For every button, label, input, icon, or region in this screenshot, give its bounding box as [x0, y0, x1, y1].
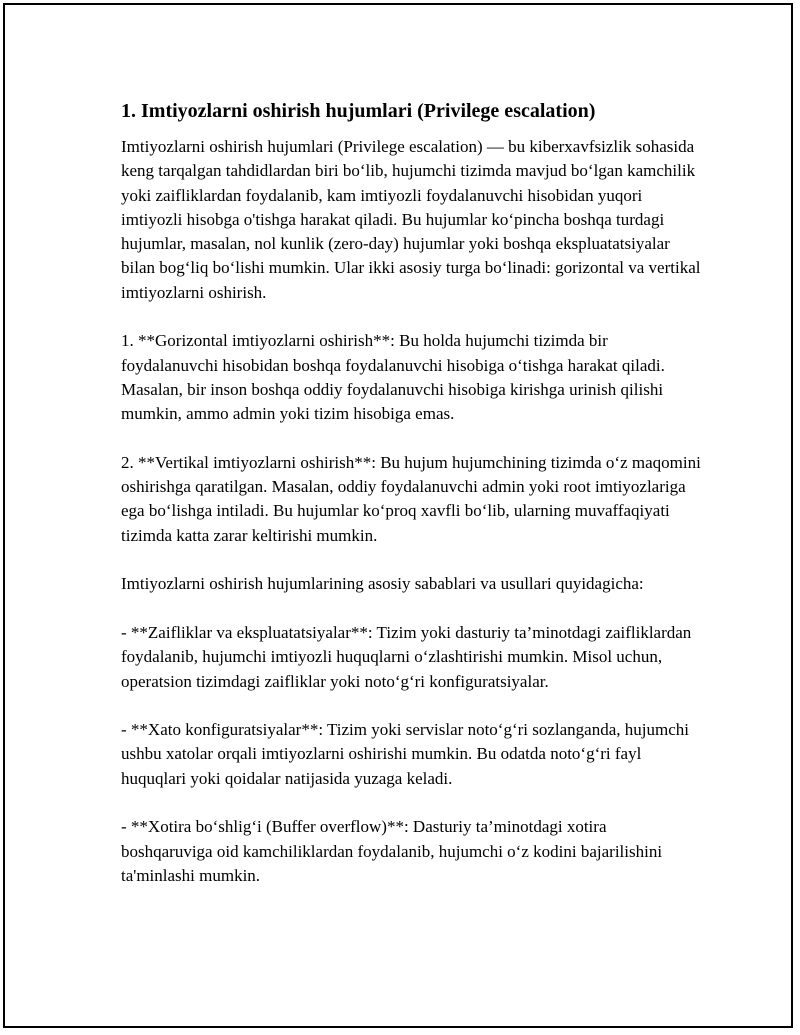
intro-paragraph: Imtiyozlarni oshirish hujumlari (Privilege escalation) — bu kiberxavfsizlik sohasida keng tarqalgan tahdidlardan biri bo‘lib, hujumchi tizimda mavjud bo‘lgan kamchilik yoki zaifliklardan foydalanib, kam imtiyozli foydalanuvchi hisobidan yuqori imtiyozli hisobga o'tishga harakat qiladi. Bu hujumlar ko‘pincha boshqa turdagi hujumlar, masalan, nol kunlik (zero-day) hujumlar yoki boshqa ekspluatatsiyalar bilan bog‘liq bo‘lishi mumkin. Ular ikki asosiy turga bo‘linadi: gorizontal va vertikal imtiyozlarni oshirish.: [121, 137, 701, 302]
document-page: [3, 3, 793, 1028]
section-heading: 1. Imtiyozlarni oshirish hujumlari (Privilege escalation): [121, 100, 596, 122]
misconfiguration-paragraph: - **Xato konfiguratsiyalar**: Tizim yoki servislar noto‘g‘ri sozlanganda, hujumchi ushbu xatolar orqali imtiyozlarni oshirishi mumkin. Bu odatda noto‘g‘ri fayl huquqlari yoki qoidalar natijasida yuzaga keladi.: [121, 720, 689, 788]
document-body: [121, 98, 701, 888]
vertical-escalation-paragraph: 2. **Vertikal imtiyozlarni oshirish**: Bu hujum hujumchining tizimda o‘z maqomini oshirishga qaratilgan. Masalan, oddiy foydalanuvchi admin yoki root imtiyozlariga ega bo‘lishga intiladi. Bu hujumlar ko‘proq xavfli bo‘lib, ularning muvaffaqiyati tizimda katta zarar keltirishi mumkin.: [121, 452, 701, 545]
horizontal-escalation-paragraph: 1. **Gorizontal imtiyozlarni oshirish**: Bu holda hujumchi tizimda bir foydalanuvchi hisobidan boshqa foydalanuvchi hisobiga o‘tishga harakat qiladi. Masalan, bir inson boshqa oddiy foydalanuvchi hisobiga kirishga urinish qilishi mumkin, ammo admin yoki tizim hisobiga emas.: [121, 331, 665, 424]
vulnerabilities-paragraph: - **Zaifliklar va ekspluatatsiyalar**: Tizim yoki dasturiy ta’minotdagi zaifliklardan foydalanib, hujumchi imtiyozli huquqlarni o‘zlashtirishi mumkin. Misol uchun, operatsion tizimdagi zaifliklar yoki noto‘g‘ri konfiguratsiyalar.: [121, 622, 692, 691]
buffer-overflow-paragraph: - **Xotira bo‘shlig‘i (Buffer overflow)**: Dasturiy ta’minotdagi xotira boshqaruviga oid kamchiliklardan foydalanib, hujumchi o‘z kodini bajarilishini ta'minlashi mumkin.: [121, 817, 663, 885]
causes-intro-paragraph: Imtiyozlarni oshirish hujumlarining asosiy sabablari va usullari quyidagicha:: [121, 574, 644, 594]
